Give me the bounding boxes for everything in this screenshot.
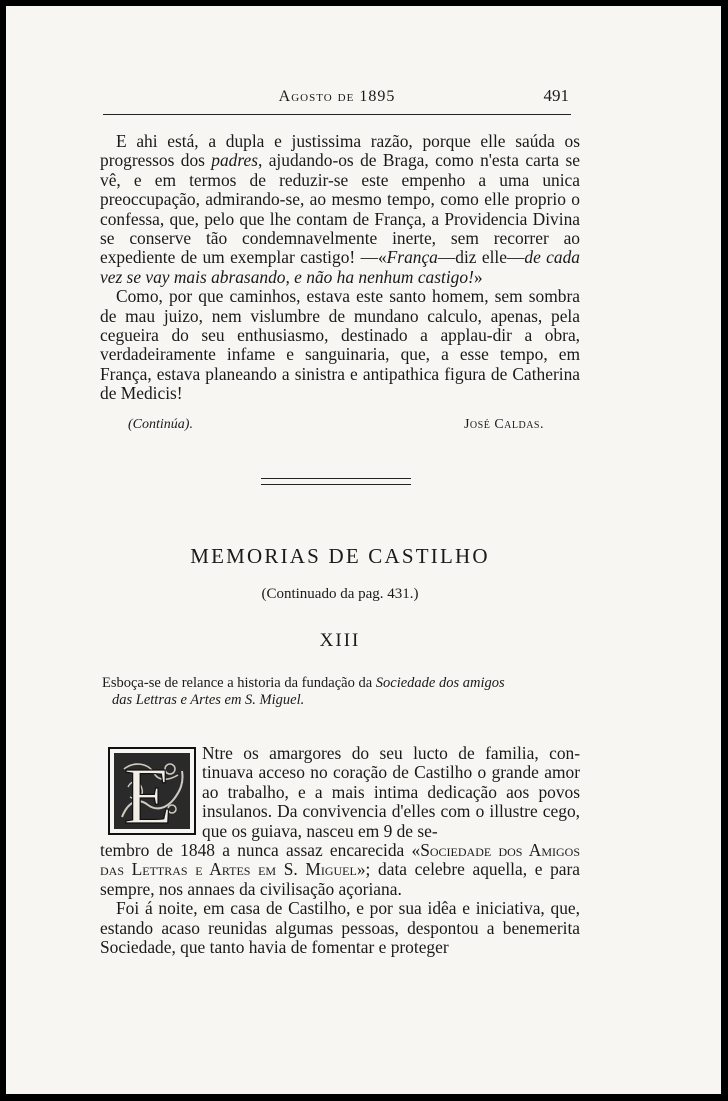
text-line: os progressos dos	[100, 131, 580, 171]
text-line: —diz elle—	[437, 247, 525, 268]
text-line: aquella, e para sempre, nos annaes da civilisação açoriana.	[100, 859, 580, 899]
text-line: dir a obra, verdadeiramente infame e sanguinaria, que, a esse	[100, 325, 581, 365]
text-line: »; data celebre	[356, 859, 465, 880]
summary-text: Esboça-se de relance a historia da fundação da	[102, 675, 376, 691]
text-line: tinuava acceso no coração de Castilho o grande	[202, 762, 539, 783]
text-line: elle proprio o confessa, que, pelo que lhe contam de França,	[100, 189, 580, 229]
text-line: apenas, pela cegueira do seu enthusiasmo, destinado a applau-	[100, 305, 580, 346]
memorias-text	[100, 744, 580, 957]
page-number: 491	[543, 86, 569, 105]
running-head-title: Agosto de 1895	[278, 88, 396, 105]
text-line: Ntre os amargores do seu lucto de familia, con-	[202, 743, 580, 763]
continua-note: (Continúa).	[128, 417, 193, 432]
text-line: benemerita Sociedade, que tanto havia de fomentar e proteger	[100, 917, 580, 958]
quote-close: »	[473, 266, 483, 287]
text-line: amor ao trabalho, e a mais intima dedicação aos	[202, 762, 580, 802]
text-line: inerte, sem recorrer ao expediente de um exemplar castigo!	[100, 228, 580, 268]
paragraph	[100, 132, 580, 287]
text-line: Foi á noite, em casa de Castilho, e por sua idêa e iniciativa,	[116, 898, 545, 919]
italic-word: padres	[211, 150, 258, 171]
article-title: MEMORIAS DE CASTILHO	[190, 544, 490, 568]
quote-open: —«	[360, 247, 387, 268]
text-line: sombra de mau juizo, nem vislumbre de mundano calculo,	[100, 286, 580, 326]
text-line: que, estando acaso reunidas algumas pessoas, despontou a	[100, 898, 580, 938]
section-separator-top	[261, 478, 411, 479]
paragraph	[100, 287, 580, 403]
book-page	[6, 6, 721, 1094]
section-separator-bottom	[261, 484, 411, 485]
text-line: unica preoccupação, admirando-se, ao mesmo tempo, como	[100, 169, 580, 210]
chapter-summary	[102, 675, 578, 709]
text-line: , ajudando-os de Braga, como n'esta	[257, 150, 519, 171]
text-line: illustre cego, que os guiava, nasceu em 9 de se-	[202, 801, 580, 841]
chapter-number: XIII	[319, 630, 361, 651]
text-line: povos insulanos. Da convivencia d'elles com o	[202, 781, 580, 822]
italic-quote: de cada vez se vay mais abrasando, e	[100, 247, 580, 287]
text-line: a Providencia Divina se conserve tão condemnavelmente	[100, 208, 581, 249]
text-line: tembro de 1848 a nunca assaz encarecida «	[100, 840, 421, 861]
text-line: figura de Catherina de Medicis!	[100, 363, 580, 404]
author-name: José Caldas.	[463, 417, 544, 432]
text-line: tempo, em França, estava planeando a sinistra e antipathica	[100, 344, 580, 384]
paragraph	[100, 899, 580, 957]
paragraph	[100, 744, 580, 899]
running-head	[103, 86, 571, 112]
svg-text:E: E	[123, 753, 173, 835]
signature-line	[100, 417, 580, 437]
summary-italic: das Lettras e Artes em S. Miguel.	[112, 692, 305, 708]
summary-italic: Sociedade dos amigos	[375, 675, 505, 691]
italic-quote: não ha nenhum castigo!	[306, 266, 474, 287]
article-continuation	[100, 132, 580, 404]
society-name: Sociedade dos Amigos das Lettras e Artes em S. Miguel	[100, 840, 580, 880]
italic-word: França	[386, 247, 438, 268]
text-line: carta se vê, e em termos de reduzir-se este empenho a uma	[100, 150, 580, 190]
text-line: E ahi está, a dupla e justissima razão, porque elle saúda	[116, 131, 555, 151]
text-line: Como, por que caminhos, estava este santo homem, sem	[116, 286, 523, 307]
header-rule	[103, 114, 571, 115]
article-subtitle: (Continuado da pag. 431.)	[261, 586, 419, 602]
